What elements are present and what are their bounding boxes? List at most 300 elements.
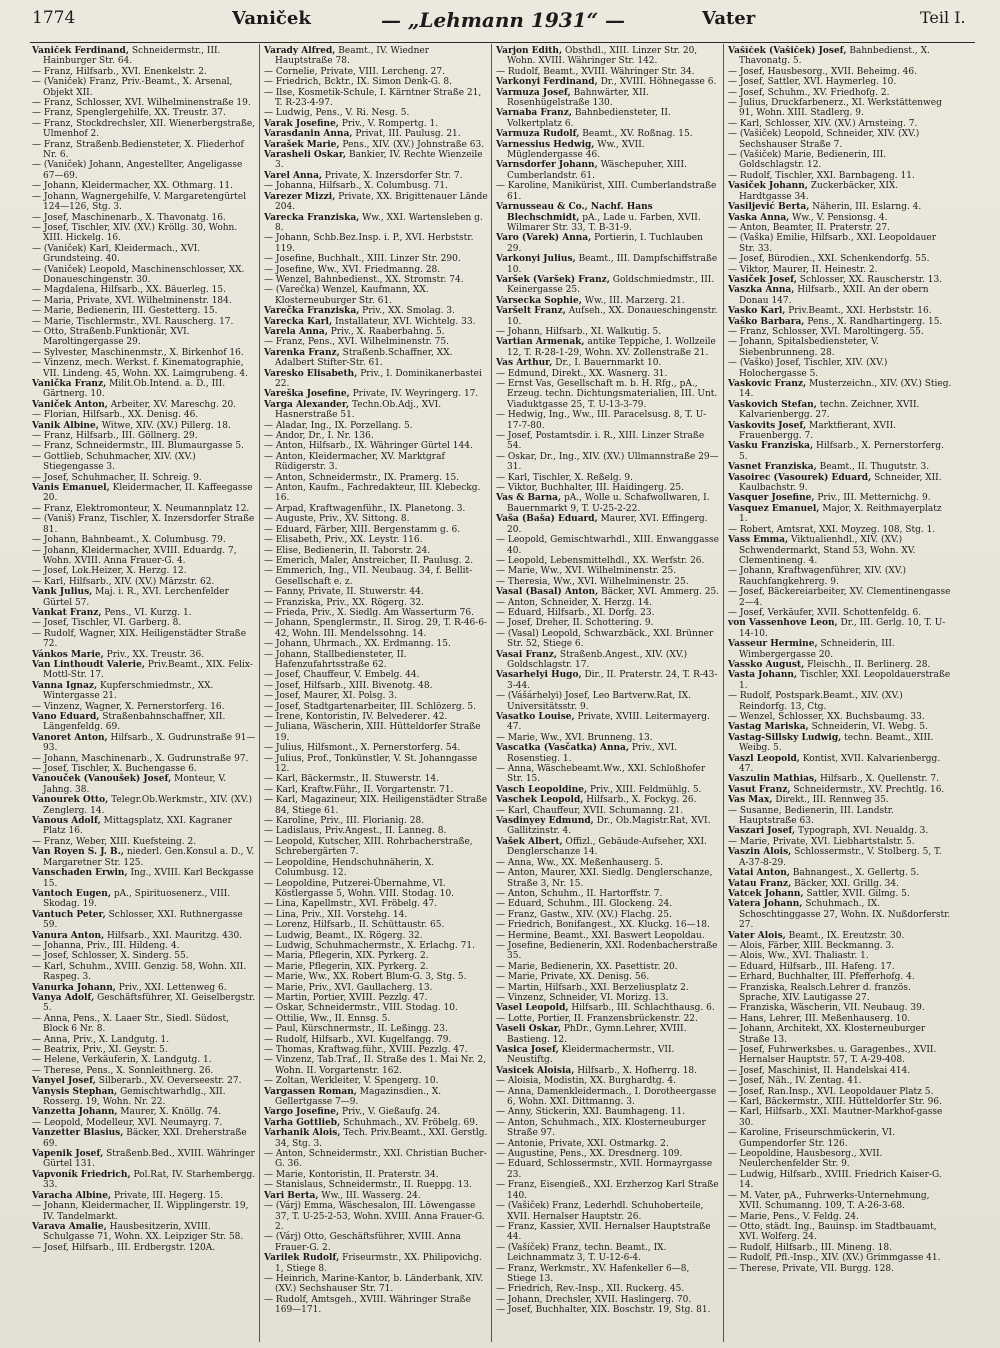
directory-entry bbox=[496, 1180, 720, 1201]
directory-entry bbox=[264, 389, 488, 399]
entry-surname: Varilek Rudolf, bbox=[264, 1253, 340, 1264]
directory-entry bbox=[496, 598, 720, 608]
directory-entry bbox=[728, 150, 952, 171]
entry-details: — Fanny, Private, II. Stuwerstr. 44. bbox=[264, 587, 424, 598]
entry-details: Private, III. Hegerg. 15. bbox=[113, 1190, 224, 1201]
directory-entry bbox=[728, 327, 952, 337]
directory-entry bbox=[264, 785, 488, 795]
directory-entry bbox=[264, 1128, 488, 1149]
directory-entry bbox=[264, 1191, 488, 1201]
entry-details: — Josefine, Ww., XVI. Friedmanng. 28. bbox=[264, 264, 441, 275]
directory-entry bbox=[32, 223, 256, 244]
entry-details: — Josef, Schuhmacher, II. Schreig. 9. bbox=[32, 472, 202, 483]
entry-surname: Vasel Leopold, bbox=[496, 1003, 569, 1014]
entry-surname: Vaskovits Josef, bbox=[728, 420, 807, 431]
entry-details: — Heinrich, Marine-Kantor, b. Länderbank, XIV. (XV.) Sechshauser Str. 71. bbox=[264, 1273, 484, 1295]
entry-details: antike Teppiche, I. Wollzeile 12, T. R-28-1-29, Wohn. XV. Zollenstraße 21. bbox=[507, 337, 716, 358]
directory-entry bbox=[32, 1014, 256, 1035]
directory-entry bbox=[728, 639, 952, 660]
directory-entry bbox=[728, 1087, 952, 1097]
directory-entry bbox=[32, 702, 256, 712]
entry-surname: Vas Arthur, bbox=[496, 358, 553, 369]
directory-entry bbox=[32, 348, 256, 358]
entry-details: — Karl, Hilfsarb., XIV. (XV.) Märzstr. 62. bbox=[32, 576, 215, 587]
entry-details: — Emmerich, Ing., VII. Neubaug. 34, f. Bellit-Gesellschaft e. z. bbox=[264, 566, 473, 587]
directory-entry bbox=[728, 213, 952, 223]
directory-entry bbox=[496, 108, 720, 129]
directory-entry bbox=[264, 681, 488, 691]
entry-details: — Karl, Bäckermstr., XIII. Hütteldorfer Str. 96. bbox=[728, 1097, 942, 1108]
directory-entry bbox=[264, 1295, 488, 1316]
entry-details: — Hedwig, Ing., Ww., III. Paracelsusg. 8, T. U-17-7-80. bbox=[496, 410, 707, 431]
directory-entry bbox=[264, 879, 488, 900]
entry-details: Bahnbedienst., X. Thavonatg. 5. bbox=[739, 46, 930, 67]
entry-details: — Josef, Dreher, II. Schottering. 9. bbox=[496, 618, 654, 629]
entry-details: — Johanna, Hilfsarb., X. Columbusg. 71. bbox=[264, 181, 448, 192]
directory-entry bbox=[496, 452, 720, 473]
entry-details: Ww., III. Wasserg. 24. bbox=[321, 1190, 421, 1201]
entry-details: — Gottlieb, Schuhmacher, XIV. (XV.) Stiegengasse 3. bbox=[32, 451, 196, 473]
column-divider bbox=[259, 44, 260, 1342]
directory-entry bbox=[32, 296, 256, 306]
entry-details: — Leopold, Lebensmittelhdl., XX. Werfstr. 26. bbox=[496, 555, 705, 566]
directory-entry bbox=[496, 899, 720, 909]
directory-entry bbox=[496, 691, 720, 712]
entry-surname: Vaseli Oskar, bbox=[496, 1024, 561, 1035]
directory-entry bbox=[264, 941, 488, 951]
entry-details: — Josef, Tischler, VI. Garberg. 8. bbox=[32, 618, 182, 629]
directory-entry bbox=[32, 327, 256, 348]
directory-column-1 bbox=[32, 46, 256, 1342]
entry-surname: Vatai Anton, bbox=[728, 868, 790, 879]
directory-entry bbox=[728, 1014, 952, 1024]
entry-details: — Franziska, Priv., XX. Rögerg. 32. bbox=[264, 597, 425, 608]
directory-entry bbox=[496, 67, 720, 77]
entry-details: — Vinzenz, Tab.Traf., II. Straße des 1. Mai Nr. 2, Wohn. II. Vorgartenstr. 162. bbox=[264, 1055, 487, 1076]
directory-entry bbox=[496, 369, 720, 379]
entry-details: — Anna, Pens., X. Laaer Str., Siedl. Südost, Block 6 Nr. 8. bbox=[32, 1013, 229, 1035]
entry-details: — Johann, Kleidermacher, XVIII. Eduardg. 7, Wohn. XVIII. Anna Frauer-G. 4. bbox=[32, 545, 237, 566]
directory-entry bbox=[264, 972, 488, 982]
entry-details: Kontist, XVII. Kalvarienbergg. 47. bbox=[739, 753, 941, 775]
entry-details: Pens., VI. Kurzg. 1. bbox=[104, 607, 192, 618]
entry-surname: Varha Gottlieb, bbox=[264, 1117, 341, 1128]
entry-details: Beamt., XV. Roßnag. 15. bbox=[582, 129, 693, 140]
entry-surname: Varasheli Oskar, bbox=[264, 150, 347, 161]
page-number: 1774 bbox=[32, 8, 76, 28]
entry-details: — Josef, Hilfsarb., XIII. Bivenotg. 48. bbox=[264, 680, 433, 691]
directory-entry bbox=[728, 119, 952, 129]
entry-surname: Vasatko Louise, bbox=[496, 712, 575, 722]
entry-surname: Varezer Mizzi, bbox=[264, 191, 336, 202]
entry-details: — Johann, Kleidermacher, XX. Othmarg. 11. bbox=[32, 181, 233, 192]
entry-details: — Otto, Straßenb.Funktionär, XVI. Maroltingergasse 29. bbox=[32, 326, 190, 348]
directory-entry bbox=[264, 483, 488, 504]
entry-details: — Karl, Kraftw.Führ., II. Vorgartenstr. 71. bbox=[264, 784, 454, 795]
directory-entry bbox=[728, 1170, 952, 1191]
directory-entry bbox=[32, 931, 256, 941]
entry-details: — Anton, Maurer, XXI. Siedlg. Denglerschanze, Straße 3, Nr. 15. bbox=[496, 868, 713, 889]
entry-details: Hilfsarb., X. Fockyg. 26. bbox=[586, 795, 697, 806]
entry-details: — Marie, Pens., V. Feldg. 24. bbox=[728, 1211, 859, 1222]
directory-entry bbox=[264, 1253, 488, 1274]
entry-details: Maurer, XVI. Effingerg. 20. bbox=[507, 514, 708, 535]
directory-entry bbox=[264, 213, 488, 234]
entry-details: Schneidermstr., XV. Prechtlg. 16. bbox=[793, 784, 945, 795]
entry-details: — Wenzel, Bahnbedienst., XX. Stromstr. 74. bbox=[264, 274, 464, 285]
entry-details: — Marie, Bedienerin, III. Gestetterg. 15. bbox=[32, 306, 218, 317]
entry-details: Schlosser, XXI. Ruthnergasse 59. bbox=[43, 909, 243, 931]
entry-details: — Anton, Schneider, X. Herzg. 14. bbox=[496, 597, 652, 608]
entry-surname: Varnaba Franz, bbox=[496, 108, 572, 119]
directory-entry bbox=[264, 993, 488, 1003]
entry-details: — Viktor, Maurer, II. Heinestr. 2. bbox=[728, 264, 878, 275]
entry-surname: Vanzetta Johann, bbox=[32, 1107, 118, 1118]
entry-details: techn. Beamt., XIII. Weibg. 5. bbox=[739, 732, 934, 754]
directory-entry bbox=[496, 140, 720, 161]
entry-details: — Marie, Pflegerin, XIX. Pyrkerg. 2. bbox=[264, 961, 429, 972]
entry-details: Ww., III. Marzerg. 21. bbox=[584, 295, 685, 306]
directory-entry bbox=[264, 285, 488, 306]
entry-details: — Anton, Beamter, II. Praterstr. 27. bbox=[728, 222, 890, 233]
entry-details: Viktualienhdl., XIV. (XV.) Schwendermarkt, Stand 53, Wohn. XV. Clementineng. 4. bbox=[739, 535, 916, 566]
entry-surname: Vas Max, bbox=[728, 795, 773, 806]
entry-surname: Vaniček Ferdinand, bbox=[32, 46, 129, 56]
directory-entry bbox=[496, 1014, 720, 1024]
entry-details: Priv., XIII. Feldmühlg. 5. bbox=[589, 784, 702, 795]
entry-details: — Emerich, Maler, Anstreicher, II. Paulusg. 2. bbox=[264, 555, 474, 566]
directory-entry bbox=[728, 1128, 952, 1149]
directory-entry bbox=[728, 285, 952, 306]
entry-details: Priv., XVI. Rosenstieg. 1. bbox=[507, 743, 678, 764]
entry-details: — Ludwig, Hilfsarb., XVIII. Friedrich Kaiser-G. 14. bbox=[728, 1169, 942, 1191]
entry-details: — Rudolf, Pfl.-Insp., XIV. (XV.) Grimmgasse 41. bbox=[728, 1253, 941, 1264]
entry-details: — Johann, Kleidermacher, II. Wipplingerstr. 19, IV. Tandelmarkt. bbox=[32, 1201, 249, 1222]
entry-details: Priv.Beamt., XXI. Herbststr. 16. bbox=[788, 306, 932, 317]
entry-details: — Ernst Vas, Gesellschaft m. b. H. Rfg., pA., Erzeug. techn. Dichtungsmaterialien, III. Unt. Viaduktgasse 25, T. U-13-3-79. bbox=[496, 379, 718, 410]
entry-details: — Eduard, Hilfsarb., III. Hafeng. 17. bbox=[728, 961, 895, 972]
entry-details: — Karoline, Friseurschmückerin, VI. Gumpendorfer Str. 126. bbox=[728, 1128, 895, 1149]
directory-entry bbox=[728, 275, 952, 285]
entry-details: Gemischtwarhdlg., XII. Rosserg. 19, Wohn. Nr. 22. bbox=[43, 1086, 226, 1108]
entry-surname: Vanouček (Vanoušek) Josef, bbox=[32, 774, 172, 785]
entry-details: Hausbesitzerin, XVIII. Schulgasse 71, Wohn. XX. Leipziger Str. 58. bbox=[43, 1221, 244, 1243]
directory-entry bbox=[496, 46, 720, 67]
directory-entry bbox=[728, 462, 952, 472]
entry-surname: Vasiček Johann, bbox=[728, 181, 808, 192]
entry-surname: von Vassenhove Leon, bbox=[728, 618, 838, 629]
entry-surname: Vasku Franziska, bbox=[728, 441, 814, 452]
directory-entry bbox=[264, 233, 488, 254]
directory-entry bbox=[728, 1066, 952, 1076]
directory-entry bbox=[728, 473, 952, 494]
directory-entry bbox=[728, 1264, 952, 1274]
entry-details: Fleischh., II. Berlinerg. 28. bbox=[807, 659, 931, 670]
entry-details: Major, X. Reithmayerplatz 1. bbox=[739, 503, 942, 525]
directory-entry bbox=[728, 972, 952, 982]
entry-details: — Anton, Schneidermstr., IX. Pramerg. 15. bbox=[264, 472, 460, 483]
directory-entry bbox=[32, 816, 256, 837]
entry-surname: Vank Julius, bbox=[32, 587, 93, 598]
entry-details: Friseurmstr., XX. Philipovichg. 1, Stiege 8. bbox=[275, 1253, 482, 1274]
directory-column-4 bbox=[728, 46, 952, 1342]
entry-details: — (Vaniček) Karl, Kleidermach., XVI. Grundsteing. 40. bbox=[32, 243, 201, 265]
directory-entry bbox=[32, 618, 256, 628]
entry-details: — Franz, Werkmstr., XV. Hafenkeller 6—8, Stiege 13. bbox=[496, 1263, 690, 1284]
directory-entry bbox=[32, 473, 256, 483]
directory-entry bbox=[496, 983, 720, 993]
entry-details: — Franz, Stockdrechsler, XII. Wienerbergstraße, Ulmenhof 2. bbox=[32, 118, 256, 140]
entry-details: Tech. Priv.Beamt., XXI. Gerstlg. 34, Stg. 3. bbox=[275, 1128, 488, 1149]
entry-details: — Rudolf, Beamt., XVIII. Währinger Str. 34. bbox=[496, 66, 695, 77]
directory-entry bbox=[728, 983, 952, 1004]
entry-details: — Vinzenz, mech. Werkst. f. Kinematographie, VII. Lindeng. 45, Wohn. XX. Laimgrubeng. 4. bbox=[32, 358, 249, 379]
directory-entry bbox=[264, 639, 488, 649]
entry-details: — Frieda, Priv., X. Siedlg. Am Wasserturm 76. bbox=[264, 607, 474, 618]
entry-details: — Josef, Tischler, XIV. (XV.) Kröllg. 30, Wohn. XIII. Hickelg. 16. bbox=[32, 222, 238, 244]
entry-details: Privat, III. Paulusg. 21. bbox=[355, 129, 461, 140]
directory-entry bbox=[728, 337, 952, 358]
entry-surname: Varel Anna, bbox=[264, 170, 323, 181]
entry-details: — Marie, Priv., XVI. Gaullacherg. 13. bbox=[264, 982, 433, 993]
directory-entry bbox=[496, 160, 720, 181]
directory-entry bbox=[728, 712, 952, 722]
entry-surname: Varšelt Franz, bbox=[496, 306, 566, 317]
entry-details: — (Vašíček) Franz, techn. Beamt., IX. Leichnammatz 3, T. U-12-6-4. bbox=[496, 1242, 667, 1264]
directory-entry bbox=[264, 129, 488, 139]
directory-column-3 bbox=[496, 46, 720, 1342]
entry-details: — Marie, Private, XVI. Liebhartstalstr. 5. bbox=[728, 836, 915, 847]
directory-entry bbox=[496, 1201, 720, 1222]
directory-entry bbox=[264, 119, 488, 129]
entry-surname: Vanura Anton, bbox=[32, 930, 105, 941]
directory-entry bbox=[32, 910, 256, 931]
entry-surname: Vartian Armenak, bbox=[496, 337, 585, 348]
entry-details: — Johann, Kraftwagenführer, XIV. (XV.) Rauchfangkehrerg. 9. bbox=[728, 566, 907, 587]
directory-entry bbox=[496, 1107, 720, 1117]
directory-entry bbox=[728, 587, 952, 608]
directory-entry bbox=[32, 1201, 256, 1222]
entry-details: Direkt., III. Rennweg 35. bbox=[775, 795, 889, 806]
entry-details: Ww., V. Pensionsg. 4. bbox=[792, 212, 888, 223]
entry-details: — Aloisia, Modistin, XX. Burghardtg. 4. bbox=[496, 1076, 676, 1087]
entry-details: — M. Vater, pA., Fuhrwerks-Unternehmung, XVII. Schumanng. 109, T. A-26-3-68. bbox=[728, 1190, 930, 1212]
entry-details: — Alois, Färber, XIII. Beckmanng. 3. bbox=[728, 940, 895, 951]
entry-details: Beamt., IX. Ereutzstr. 30. bbox=[788, 930, 905, 941]
directory-entry bbox=[728, 88, 952, 98]
directory-entry bbox=[496, 1066, 720, 1076]
entry-details: — Johann, Hilfsarb., XI. Walkutig. 5. bbox=[496, 326, 662, 337]
entry-surname: Varšek (Varšek) Franz, bbox=[496, 274, 610, 285]
directory-entry bbox=[496, 535, 720, 556]
right-guide-word: Vater bbox=[702, 8, 756, 29]
directory-entry bbox=[264, 317, 488, 327]
entry-surname: Vasal (Basal) Anton, bbox=[496, 587, 599, 598]
entry-details: — Franz, Pens., XVI. Wilhelminenstr. 75. bbox=[264, 337, 449, 348]
entry-details: — Marie, Ww., XVI. Wilhelminenstr. 25. bbox=[496, 566, 677, 577]
entry-details: — Stanislaus, Schneidermstr., II. Rueppg. 13. bbox=[264, 1180, 472, 1191]
directory-entry bbox=[32, 1243, 256, 1253]
entry-surname: Vanik Albine, bbox=[32, 420, 99, 431]
entry-surname: Varady Alfred, bbox=[264, 46, 336, 56]
entry-surname: Vas & Barna, bbox=[496, 493, 562, 504]
entry-details: — Josef, Tischler, X. Buchengasse 6. bbox=[32, 764, 197, 775]
directory-entry bbox=[32, 941, 256, 951]
entry-surname: Varecka Karl, bbox=[264, 316, 333, 327]
entry-surname: Vasdinyey Edmund, bbox=[496, 816, 594, 827]
entry-details: — Martin, Portier, XVIII. Pezzlg. 47. bbox=[264, 992, 428, 1003]
directory-entry bbox=[728, 566, 952, 587]
entry-surname: Varnsdorfer Johann, bbox=[496, 160, 598, 171]
directory-entry bbox=[32, 587, 256, 608]
directory-entry bbox=[728, 421, 952, 442]
entry-details: Bahnwärter, XII. Rosenhügelstraße 130. bbox=[507, 87, 649, 109]
entry-surname: Vasiček Josef, bbox=[728, 274, 797, 285]
directory-entry bbox=[728, 46, 952, 67]
entry-details: Bäcker, XXI. Dreherstraße 69. bbox=[43, 1128, 247, 1149]
entry-details: — Josef, Buchhalter, XIX. Boschstr. 19, Stg. 81. bbox=[496, 1305, 711, 1316]
directory-entry bbox=[728, 1212, 952, 1222]
entry-details: — (Vaniček) Franz, Priv.-Beamt., X. Arsenal, Objekt XII. bbox=[32, 77, 233, 98]
entry-details: PhDr., Gymn.Lehrer, XVIII. Bastieng. 12. bbox=[507, 1024, 687, 1045]
entry-details: — Josef, Fuhrwerksbes. u. Garagenbes., XVII. Hernalser Hauptstr. 57, T. A-29-408. bbox=[728, 1045, 937, 1066]
directory-entry bbox=[32, 1066, 256, 1076]
directory-column-2 bbox=[264, 46, 488, 1342]
entry-details: — Franz, Schlosser, XVI. Wilhelminenstraße 19. bbox=[32, 98, 251, 109]
entry-details: Aufseh., XX. Donaueschingenstr. 10. bbox=[507, 306, 718, 327]
directory-entry bbox=[264, 826, 488, 836]
entry-details: — Karl, Chauffeur, XVII. Schumanng. 21. bbox=[496, 805, 684, 816]
directory-entry bbox=[496, 618, 720, 628]
entry-details: Dr., XVIII. Höhnegasse 6. bbox=[600, 77, 717, 88]
directory-entry bbox=[496, 587, 720, 597]
entry-details: Typograph, XVI. Neualdg. 3. bbox=[798, 826, 929, 837]
entry-details: — Eduard, Färber, XIII. Bergenstamm g. 6. bbox=[264, 524, 461, 535]
directory-entry bbox=[728, 608, 952, 618]
entry-surname: Vaša (Baša) Eduard, bbox=[496, 514, 598, 525]
directory-entry bbox=[496, 785, 720, 795]
entry-details: — Anna, Priv., X. Landgutg. 1. bbox=[32, 1034, 170, 1045]
entry-details: — Oskar, Schneidermstr., VIII. Stodag. 10. bbox=[264, 1003, 458, 1014]
entry-surname: Vašíček (Vašiček) Josef, bbox=[728, 46, 847, 56]
entry-details: Pol.Rat, IV. Starhembergg. 33. bbox=[43, 1169, 256, 1191]
entry-surname: Vargassen Roman, bbox=[264, 1086, 357, 1097]
directory-entry bbox=[728, 233, 952, 254]
directory-entry bbox=[496, 306, 720, 327]
entry-details: — Franz, Straßenb.Bediensteter, X. Fliederhof Nr. 6. bbox=[32, 139, 244, 161]
directory-entry bbox=[496, 1118, 720, 1139]
directory-entry bbox=[496, 931, 720, 941]
entry-details: Magazinsdien., X. Gellertgasse 7—9. bbox=[275, 1086, 442, 1108]
entry-details: — Karl, Schlosser, XIV. (XV.) Arnsteing. 7. bbox=[728, 118, 918, 129]
directory-entry bbox=[32, 108, 256, 118]
entry-details: Schneiderin, VI. Webg. 5. bbox=[811, 722, 928, 733]
entry-details: — (Vasal) Leopold, Schwarzbäck., XXI. Brünner Str. 52, Stiege 6. bbox=[496, 628, 714, 650]
entry-details: — Karl, Bäckermstr., II. Stuwerstr. 14. bbox=[264, 774, 439, 785]
entry-surname: Varela Anna, bbox=[264, 326, 328, 337]
entry-surname: Vasiljević Berta, bbox=[728, 202, 810, 213]
entry-details: — Erhard, Buchhalter, III. Pfefferhofg. 4. bbox=[728, 972, 915, 983]
entry-details: — Lina, Kapellmstr., XVI. Fröbelg. 47. bbox=[264, 899, 438, 910]
entry-details: Obsthdl., XIII. Linzer Str. 20, Wohn. XVIII. Währinger Str. 142. bbox=[507, 46, 698, 67]
directory-entry bbox=[728, 889, 952, 899]
entry-details: Private, XVIII. Leitermayerg. 47. bbox=[507, 712, 710, 733]
entry-surname: Varsecka Sophie, bbox=[496, 295, 582, 306]
entry-surname: Vanyel Josef, bbox=[32, 1076, 96, 1087]
entry-surname: Vanysis Stephan, bbox=[32, 1086, 118, 1097]
directory-entry bbox=[496, 743, 720, 764]
directory-entry bbox=[32, 681, 256, 702]
directory-entry bbox=[32, 660, 256, 681]
directory-entry bbox=[264, 931, 488, 941]
directory-entry bbox=[32, 483, 256, 504]
directory-entry bbox=[264, 348, 488, 369]
directory-entry bbox=[496, 379, 720, 410]
entry-details: — Josefine, Bedienerin, XXI. Rodenbacherstraße 35. bbox=[496, 940, 718, 962]
entry-surname: Vasarhelyi Hugo, bbox=[496, 670, 582, 681]
entry-details: Private, XX. Brigittenauer Lände 204. bbox=[275, 191, 488, 213]
entry-surname: Varečka Franziska, bbox=[264, 306, 360, 317]
entry-details: — Franz, Schlosser, XVI. Maroltingerg. 55. bbox=[728, 326, 924, 337]
directory-entry bbox=[728, 660, 952, 670]
directory-entry bbox=[496, 764, 720, 785]
entry-details: — Josef, Bürodien., XXI. Schenkendorfg. 55. bbox=[728, 254, 930, 265]
directory-entry bbox=[264, 254, 488, 264]
directory-entry bbox=[264, 431, 488, 441]
entry-surname: Vanourek Otto, bbox=[32, 795, 109, 806]
directory-entry bbox=[32, 1118, 256, 1128]
directory-entry bbox=[264, 774, 488, 784]
directory-entry bbox=[264, 1107, 488, 1117]
entry-details: — Oskar, Dr., Ing., XIV. (XV.) Ullmannstraße 29—31. bbox=[496, 451, 719, 473]
directory-entry bbox=[728, 847, 952, 868]
directory-entry bbox=[728, 400, 952, 421]
entry-details: Pens., XIV. (XV.) Johnstraße 63. bbox=[342, 139, 485, 150]
entry-details: techn. Zeichner, XVII. Kalvarienbergg. 27. bbox=[739, 399, 920, 421]
directory-entry bbox=[264, 88, 488, 109]
directory-entry bbox=[728, 67, 952, 77]
entry-surname: Vaszl Leopold, bbox=[728, 753, 800, 764]
entry-details: Straßenb.Bed., XVIII. Währinger Gürtel 131. bbox=[43, 1149, 255, 1170]
directory-entry bbox=[728, 931, 952, 941]
entry-details: — Hans, Lehrer, III. Meßenhauserg. 10. bbox=[728, 1013, 911, 1024]
directory-entry bbox=[264, 1003, 488, 1013]
directory-entry bbox=[264, 816, 488, 826]
directory-entry bbox=[496, 1087, 720, 1108]
entry-surname: Vapenik Josef, bbox=[32, 1149, 104, 1160]
entry-details: — Ladislaus, Priv.Angest., II. Lanneg. 8. bbox=[264, 826, 447, 837]
directory-entry bbox=[496, 889, 720, 899]
entry-surname: Vanička Franz, bbox=[32, 379, 107, 389]
directory-entry bbox=[496, 233, 720, 254]
entry-details: Private, X. Inzersdorfer Str. 7. bbox=[324, 170, 463, 181]
entry-details: — Magdalena, Hilfsarb., XX. Bäuerleg. 15. bbox=[32, 285, 226, 296]
directory-entry bbox=[728, 254, 952, 264]
directory-entry bbox=[32, 431, 256, 441]
directory-entry bbox=[264, 983, 488, 993]
entry-details: — Wenzel, Schlosser, XX. Buchsbaumg. 33. bbox=[728, 712, 925, 722]
directory-entry bbox=[32, 452, 256, 473]
entry-details: Kleidermachermstr., VII. Neustiftg. bbox=[507, 1045, 675, 1066]
directory-entry bbox=[264, 108, 488, 118]
entry-details: Zuckerbäcker, XIX. Hardtgasse 34. bbox=[739, 181, 899, 202]
entry-details: Beamt., IV. Wiedner Hauptstraße 78. bbox=[275, 46, 429, 67]
entry-details: — (Vaško) Josef, Tischler, XIV. (XV.) Holochergasse 5. bbox=[728, 358, 888, 379]
entry-details: — (Vaniček) Johann, Angestellter, Angeligasse 67—69. bbox=[32, 160, 243, 181]
entry-details: — Josef, Hausbesorg., XVII. Beheimg. 46. bbox=[728, 66, 917, 77]
directory-entry bbox=[264, 910, 488, 920]
directory-entry bbox=[496, 254, 720, 275]
